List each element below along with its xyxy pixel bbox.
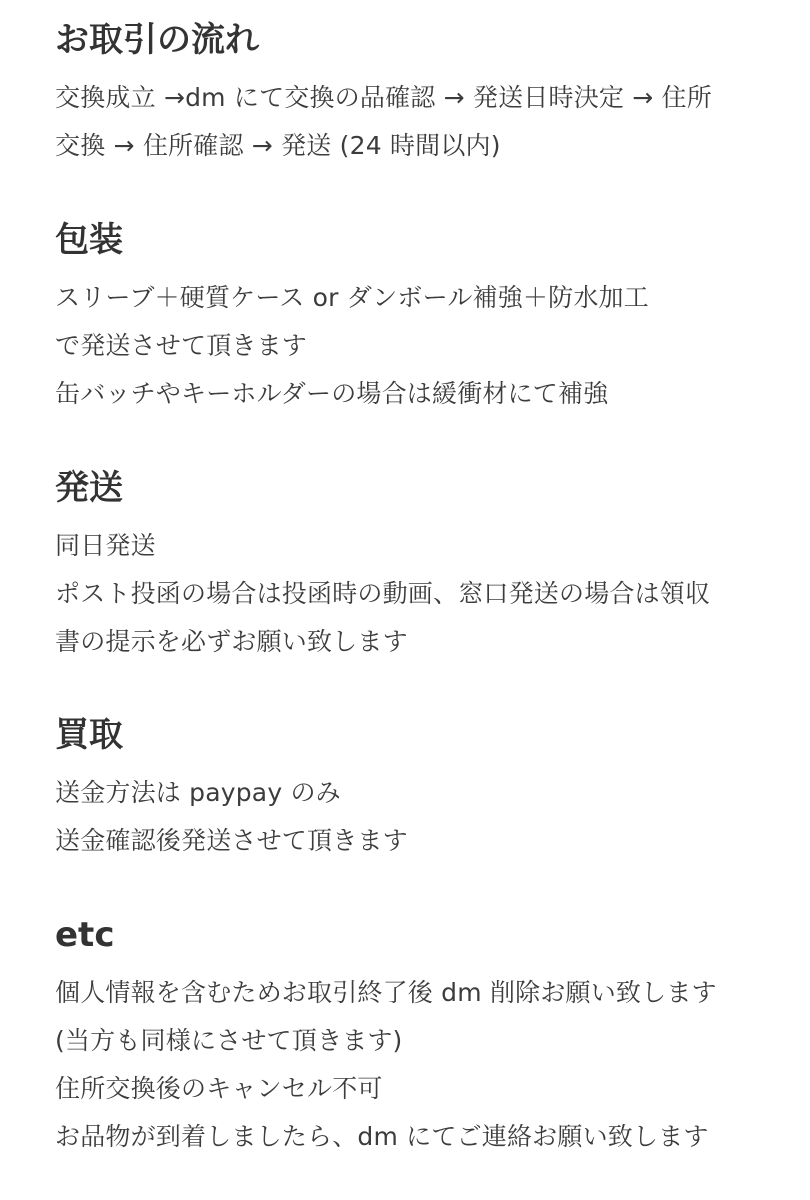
body-line: ポスト投函の場合は投函時の動画、窓口発送の場合は領収 bbox=[55, 579, 711, 608]
body-line: 送金方法は paypay のみ bbox=[55, 778, 341, 807]
body-line: 送金確認後発送させて頂きます bbox=[55, 826, 408, 855]
body-line: 同日発送 bbox=[55, 531, 156, 560]
section-heading: お取引の流れ bbox=[55, 20, 259, 60]
body-line: 交換成立 →dm にて交換の品確認 → 発送日時決定 → 住所 bbox=[55, 83, 712, 112]
section-heading: etc bbox=[55, 915, 115, 955]
section-purchase bbox=[55, 715, 780, 865]
section-packaging bbox=[55, 220, 780, 418]
section-heading: 包装 bbox=[55, 220, 123, 260]
section-heading: 発送 bbox=[55, 468, 123, 508]
body-line: 個人情報を含むためお取引終了後 dm 削除お願い致します bbox=[55, 978, 717, 1007]
section-body bbox=[55, 522, 780, 666]
section-trade-flow bbox=[55, 20, 780, 170]
body-line: (当方も同様にさせて頂きます) bbox=[55, 1026, 403, 1055]
body-line: スリーブ＋硬質ケース or ダンボール補強＋防水加工 bbox=[55, 283, 649, 312]
body-line: 缶バッチやキーホルダーの場合は緩衝材にて補強 bbox=[55, 379, 609, 408]
section-body bbox=[55, 769, 780, 865]
section-etc bbox=[55, 915, 780, 1161]
body-line: で発送させて頂きます bbox=[55, 331, 308, 360]
body-line: 住所交換後のキャンセル不可 bbox=[55, 1074, 383, 1103]
body-line: お品物が到着しましたら、dm にてご連絡お願い致します bbox=[55, 1122, 709, 1151]
section-body bbox=[55, 969, 780, 1161]
section-heading: 買取 bbox=[55, 715, 123, 755]
section-body bbox=[55, 274, 780, 418]
section-body bbox=[55, 74, 780, 170]
body-line: 書の提示を必ずお願い致します bbox=[55, 627, 408, 656]
section-shipping bbox=[55, 468, 780, 666]
body-line: 交換 → 住所確認 → 発送 (24 時間以内) bbox=[55, 131, 501, 160]
